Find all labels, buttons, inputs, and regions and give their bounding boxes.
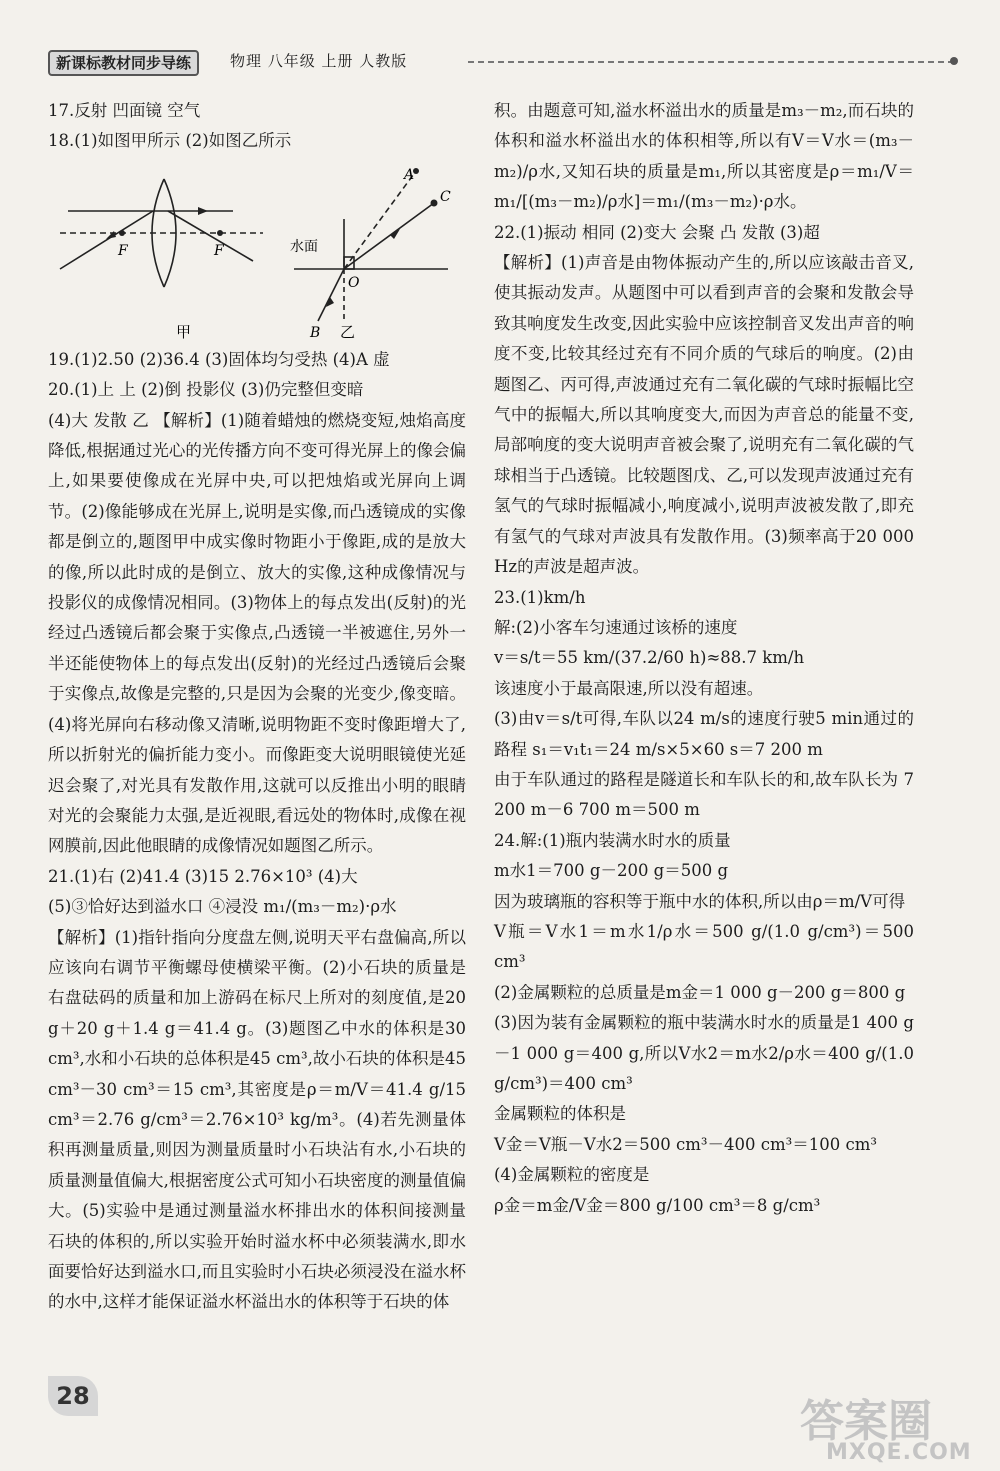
book-meta: 物理 八年级 上册 人教版 [230, 52, 408, 70]
focus-label-left: F [118, 242, 128, 259]
figure-a-lens-diagram [60, 179, 263, 287]
answer-24-water-volume-2: (3)因为装有金属颗粒的瓶中装满水时水的质量是1 400 g－1 000 g＝400 g,所以V水2＝m水2/ρ水＝400 g/(1.0 g/cm³)＝400 cm³ [494, 1013, 914, 1093]
answer-21-analysis: 【解析】(1)指针指向分度盘左侧,说明天平右盘偏高,所以应该向右调节平衡螺母使横梁平衡。(2)小石块的质量是右盘砝码的质量和加上游码在标尺上所对的刻度值,是20 g＋20 g＋1.4 g＝41.4 g。(3)题图乙中水的体积是30 cm³,水和小石块的总体积是45 cm³,故小石块的体积是45 cm³－30 cm³＝15 cm³,其密度是ρ＝m/V＝41.4 g/15 cm³＝2.76 g/cm³＝2.76×10³ kg/m³。(4)若先测量体积再测量质量,则因为测量质量时小石块沾有水,小石块的质量测量值偏大,根据密度公式可知小石块密度的测量值偏大。(5)实验中是通过测量溢水杯排出水的体积间接测量石块的体积的,所以实验开始时溢水杯中必须装满水,即水面要恰好达到溢水口,而且实验时小石块必须浸没在溢水杯的水中,这样才能保证溢水杯溢出水的体积等于石块的体 [48, 927, 466, 1312]
right-column [494, 96, 914, 1221]
answer-21-continued: 积。由题意可知,溢水杯溢出水的质量是m₃－m₂,而石块的体积和溢水杯溢出水的体积相等,所以有V＝V水＝(m₃－m₂)/ρ水,又知石块的质量是m₁,所以其密度是ρ＝m₁/V＝m₁/[(m₃－m₂)/ρ水]＝m₁/(m₃－m₂)·ρ水。 [494, 101, 914, 212]
answer-24-metal-volume: V金＝V瓶－V水2＝500 cm³－400 cm³＝100 cm³ [494, 1134, 877, 1154]
watermark-logo: 答案圈 [800, 1396, 932, 1447]
point-a-label: A [404, 166, 415, 183]
answer-21-part5: (5)③恰好达到溢水口 ④浸没 m₁/(m₃－m₂)·ρ水 [48, 897, 397, 917]
answer-23-speed-formula: v＝s/t＝55 km/(37.2/60 h)≈88.7 km/h [494, 648, 805, 668]
answer-23-convoy-length: 由于车队通过的路程是隧道长和车队长的和,故车队长为 7 200 m－6 700 m＝500 m [494, 769, 914, 820]
answer-23-conclusion: 该速度小于最高限速,所以没有超速。 [494, 678, 764, 698]
optics-figure [48, 159, 466, 341]
answer-24-density-intro: (4)金属颗粒的密度是 [494, 1165, 650, 1185]
answer-21: 21.(1)右 (2)41.4 (3)15 2.76×10³ (4)大 [48, 866, 358, 886]
page-header [48, 50, 958, 72]
book-series-title: 新课标教材同步导练 [48, 50, 199, 76]
answer-23-solution: 解:(2)小客车匀速通过该桥的速度 [494, 617, 738, 637]
answer-24: 24.解:(1)瓶内装满水时水的质量 [494, 830, 731, 850]
watermark-site: MXQE.COM [826, 1440, 972, 1465]
focus-label-right: F [214, 242, 224, 259]
answer-24-metal-volume-intro: 金属颗粒的体积是 [494, 1104, 626, 1124]
answer-19: 19.(1)2.50 (2)36.4 (3)固体均匀受热 (4)A 虚 [48, 349, 390, 369]
header-rule [468, 61, 954, 63]
answer-17: 17.反射 凹面镜 空气 [48, 101, 201, 120]
answer-24-density: ρ金＝m金/V金＝800 g/100 cm³＝8 g/cm³ [494, 1195, 821, 1215]
point-b-label: B [310, 324, 321, 341]
left-column [48, 96, 466, 1318]
answer-23-part3: (3)由v＝s/t可得,车队以24 m/s的速度行驶5 min通过的路程 s₁＝v₁t₁＝24 m/s×5×60 s＝7 200 m [494, 709, 914, 759]
answer-22-analysis: 【解析】(1)声音是由物体振动产生的,所以应该敲击音叉,使其振动发声。从题图中可以看到声音的会聚和发散会导致其响度发生改变,因此实验中应该控制音叉发出声音的响度不变,比较其经过充有不同介质的气球后的响度。(2)由题图乙、丙可得,声波通过充有二氧化碳的气球时振幅比空气中的振幅大,所以其响度变大,而因为声音总的能量不变,局部响度的变大说明声音被会聚了,说明充有二氧化碳的气球相当于凸透镜。比较题图戊、乙,可以发现声波通过充有氢气的气球时振幅减小,响度减小,说明声波被发散了,即充有氢气的气球对声波具有发散作用。(3)频率高于20 000 Hz的声波是超声波。 [494, 253, 914, 577]
answer-24-water-mass: m水1＝700 g－200 g＝500 g [494, 861, 729, 881]
answer-20: 20.(1)上 上 (2)倒 投影仪 (3)仍完整但变暗 [48, 380, 364, 400]
figure-b-caption: 乙 [340, 322, 356, 341]
figure-a-caption: 甲 [176, 322, 192, 341]
page-number: 28 [48, 1376, 98, 1416]
header-dot [950, 57, 958, 65]
answer-22: 22.(1)振动 相同 (2)变大 会聚 凸 发散 (3)超 [494, 222, 820, 242]
point-o-label: O [348, 274, 360, 291]
answer-18: 18.(1)如图甲所示 (2)如图乙所示 [48, 131, 292, 151]
answer-20-analysis: (4)大 发散 乙 【解析】(1)随着蜡烛的燃烧变短,烛焰高度降低,根据通过光心的光传播方向不变可得光屏上的像会偏上,如果要使像成在光屏中央,可以把烛焰或光屏向上调节。(2)像能够成在光屏上,说明是实像,而凸透镜成的实像都是倒立的,题图甲中成实像时物距小于像距,成的是放大的像,所以此时成的是倒立、放大的实像,这种成像情况与投影仪的成像情况相同。(3)物体上的每点发出(反射)的光经过凸透镜后都会聚于实像点,凸透镜一半被遮住,另外一半还能使物体上的每点发出(反射)的光经过凸透镜后会聚于实像点,故像是完整的,只是因为会聚的光变少,像变暗。(4)将光屏向右移动像又清晰,说明物距不变时像距增大了,所以折射光的偏折能力变小。而像距变大说明眼镜使光延迟会聚了,对光具有发散作用,这就可以反推出小明的眼睛对光的会聚能力太强,是近视眼,看远处的物体时,成像在视网膜前,因此他眼睛的成像情况如题图乙所示。 [48, 410, 466, 856]
water-surface-label: 水面 [290, 238, 318, 255]
answer-24-metal-mass: (2)金属颗粒的总质量是m金＝1 000 g－200 g＝800 g [494, 982, 906, 1002]
answer-24-bottle-volume: V瓶＝V水1＝m水1/ρ水＝500 g/(1.0 g/cm³)＝500 cm³ [494, 921, 914, 972]
answer-23: 23.(1)km/h [494, 587, 586, 607]
point-c-label: C [440, 188, 451, 205]
answer-24-volume-intro: 因为玻璃瓶的容积等于瓶中水的体积,所以由ρ＝m/V可得 [494, 891, 906, 911]
